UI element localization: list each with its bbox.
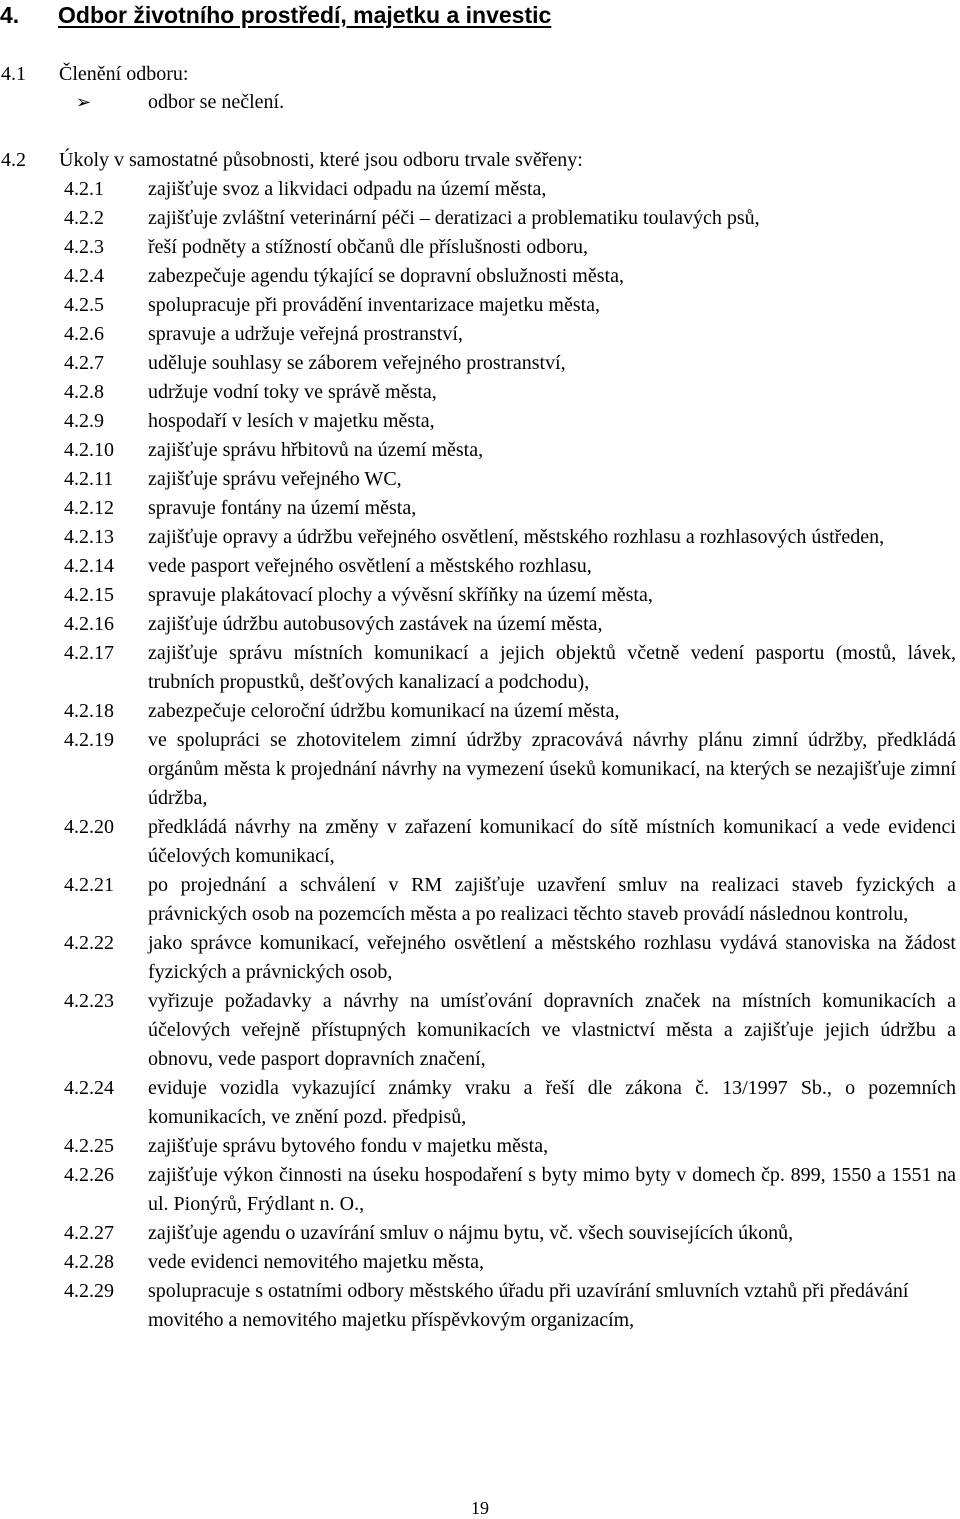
section-number-2: 4.2	[1, 149, 26, 171]
item-text: vyřizuje požadavky a návrhy na umísťování dopravních značek na místních komunikacích a účelových veřejně přístupných komunikacích ve vlastnictví města a zajišťuje jejich údržbu a obnovu, vede pasport dopravních značení,	[148, 990, 956, 1070]
item-text: zajišťuje agendu o uzavírání smluv o nájmu bytu, vč. všech souvisejících úkonů,	[148, 1222, 794, 1244]
item-text: zabezpečuje celoroční údržbu komunikací na území města,	[148, 700, 620, 722]
item-number: 4.2.19	[64, 729, 114, 751]
item-text: hospodaří v lesích v majetku města,	[148, 410, 435, 432]
item-text: zajišťuje údržbu autobusových zastávek na území města,	[148, 613, 603, 635]
arrow-bullet-icon: ➢	[76, 92, 92, 113]
list-item	[0, 349, 960, 378]
list-item	[0, 1132, 960, 1161]
list-item	[0, 175, 960, 204]
item-text: eviduje vozidla vykazující známky vraku a řeší dle zákona č. 13/1997 Sb., o pozemních komunikacích, ve znění pozd. předpisů,	[148, 1077, 956, 1128]
item-text: zajišťuje zvláštní veterinární péči – deratizaci a problematiku toulavých psů,	[148, 207, 760, 229]
list-item	[0, 581, 960, 610]
item-number: 4.2.10	[64, 439, 114, 461]
item-number: 4.2.27	[64, 1222, 114, 1244]
item-number: 4.2.4	[64, 265, 104, 287]
item-number: 4.2.16	[64, 613, 114, 635]
list-item	[0, 610, 960, 639]
item-text: řeší podněty a stížností občanů dle příslušnosti odboru,	[148, 236, 588, 258]
item-number: 4.2.18	[64, 700, 114, 722]
list-item	[0, 697, 960, 726]
item-number: 4.2.1	[64, 178, 104, 200]
item-text: zajišťuje opravy a údržbu veřejného osvětlení, městského rozhlasu a rozhlasových ústředen,	[148, 526, 885, 548]
item-number: 4.2.9	[64, 410, 104, 432]
list-item	[0, 320, 960, 349]
item-number: 4.2.23	[64, 990, 114, 1012]
item-number: 4.2.24	[64, 1077, 114, 1099]
item-text: zabezpečuje agendu týkající se dopravní obslužnosti města,	[148, 265, 624, 287]
item-text: zajišťuje správu bytového fondu v majetku města,	[148, 1135, 549, 1157]
section-heading-2	[0, 146, 583, 174]
item-text: udržuje vodní toky ve správě města,	[148, 381, 437, 403]
item-text: zajišťuje výkon činnosti na úseku hospodaření s byty mimo byty v domech čp. 899, 1550 a 1551 na ul. Pionýrů, Frýdlant n. O.,	[148, 1164, 956, 1215]
item-number: 4.2.21	[64, 874, 114, 896]
item-number: 4.2.13	[64, 526, 114, 548]
section-title-1: Členění odboru:	[59, 63, 189, 85]
list-item	[0, 813, 960, 871]
list-item	[0, 436, 960, 465]
list-item	[0, 204, 960, 233]
item-number: 4.2.8	[64, 381, 104, 403]
list-item	[0, 1074, 960, 1132]
item-number: 4.2.26	[64, 1164, 114, 1186]
item-number: 4.2.22	[64, 932, 114, 954]
item-number: 4.2.2	[64, 207, 104, 229]
item-number: 4.2.6	[64, 323, 104, 345]
item-text: uděluje souhlasy se záborem veřejného prostranství,	[148, 352, 566, 374]
item-text: zajišťuje správu hřbitovů na území města,	[148, 439, 484, 461]
list-item	[0, 407, 960, 436]
item-number: 4.2.17	[64, 642, 114, 664]
item-text: vede evidenci nemovitého majetku města,	[148, 1251, 484, 1273]
list-item	[0, 929, 960, 987]
list-item	[0, 1248, 960, 1277]
item-number: 4.2.12	[64, 497, 114, 519]
bullet-text: odbor se nečlení.	[148, 91, 285, 113]
item-number: 4.2.25	[64, 1135, 114, 1157]
list-item	[0, 523, 960, 552]
item-text: jako správce komunikací, veřejného osvětlení a městského rozhlasu vydává stanoviska na žádost fyzických a právnických osob,	[148, 932, 956, 983]
item-text: zajišťuje svoz a likvidaci odpadu na území města,	[148, 178, 547, 200]
list-item	[0, 871, 960, 929]
list-item	[0, 1219, 960, 1248]
chapter-heading	[0, 1, 551, 29]
item-text: zajišťuje správu místních komunikací a jejich objektů včetně vedení pasportu (mostů, lávek, trubních propustků, dešťových kanalizací a podchodu),	[148, 642, 956, 693]
item-text: spravuje a udržuje veřejná prostranství,	[148, 323, 463, 345]
chapter-title: Odbor životního prostředí, majetku a investic	[58, 2, 552, 28]
list-item	[0, 987, 960, 1074]
list-item	[0, 726, 960, 813]
item-number: 4.2.3	[64, 236, 104, 258]
bullet-item	[76, 88, 284, 117]
list-item	[0, 291, 960, 320]
item-number: 4.2.7	[64, 352, 104, 374]
page-number: 19	[471, 1498, 489, 1518]
section-title-2: Úkoly v samostatné působnosti, které jsou odboru trvale svěřeny:	[59, 149, 583, 171]
item-number: 4.2.11	[64, 468, 114, 490]
item-text: předkládá návrhy na změny v zařazení komunikací do sítě místních komunikací a vede evidenci účelových komunikací,	[148, 816, 956, 867]
item-text: po projednání a schválení v RM zajišťuje uzavření smluv na realizaci staveb fyzických a právnických osob na pozemcích města a po realizaci těchto staveb provádí následnou kontrolu,	[148, 874, 956, 925]
list-item	[0, 465, 960, 494]
section-heading-1	[0, 60, 188, 88]
list-item	[0, 233, 960, 262]
section-number-1: 4.1	[1, 63, 26, 85]
list-item	[0, 1277, 960, 1335]
item-number: 4.2.20	[64, 816, 114, 838]
item-text: vede pasport veřejného osvětlení a městského rozhlasu,	[148, 555, 592, 577]
item-number: 4.2.14	[64, 555, 114, 577]
list-item	[0, 552, 960, 581]
list-item	[0, 1161, 960, 1219]
item-number: 4.2.5	[64, 294, 104, 316]
list-item	[0, 494, 960, 523]
list-item	[0, 378, 960, 407]
list-item	[0, 639, 960, 697]
item-text: spolupracuje s ostatními odbory městského úřadu při uzavírání smluvních vztahů při předávání movitého a nemovitého majetku příspěvkovým organizacím,	[148, 1280, 909, 1331]
item-number: 4.2.15	[64, 584, 114, 606]
item-text: spravuje plakátovací plochy a vývěsní skříňky na území města,	[148, 584, 653, 606]
item-text: spravuje fontány na území města,	[148, 497, 417, 519]
item-number: 4.2.29	[64, 1280, 114, 1302]
task-list	[0, 175, 960, 1335]
item-number: 4.2.28	[64, 1251, 114, 1273]
chapter-number: 4.	[0, 2, 20, 28]
item-text: ve spolupráci se zhotovitelem zimní údržby zpracovává návrhy plánu zimní údržby, předkládá orgánům města k projednání návrhy na vymezení úseků komunikací, na kterých se nezajišťuje zimní údržba,	[148, 729, 956, 809]
list-item	[0, 262, 960, 291]
item-text: spolupracuje při provádění inventarizace majetku města,	[148, 294, 601, 316]
item-text: zajišťuje správu veřejného WC,	[148, 468, 402, 490]
